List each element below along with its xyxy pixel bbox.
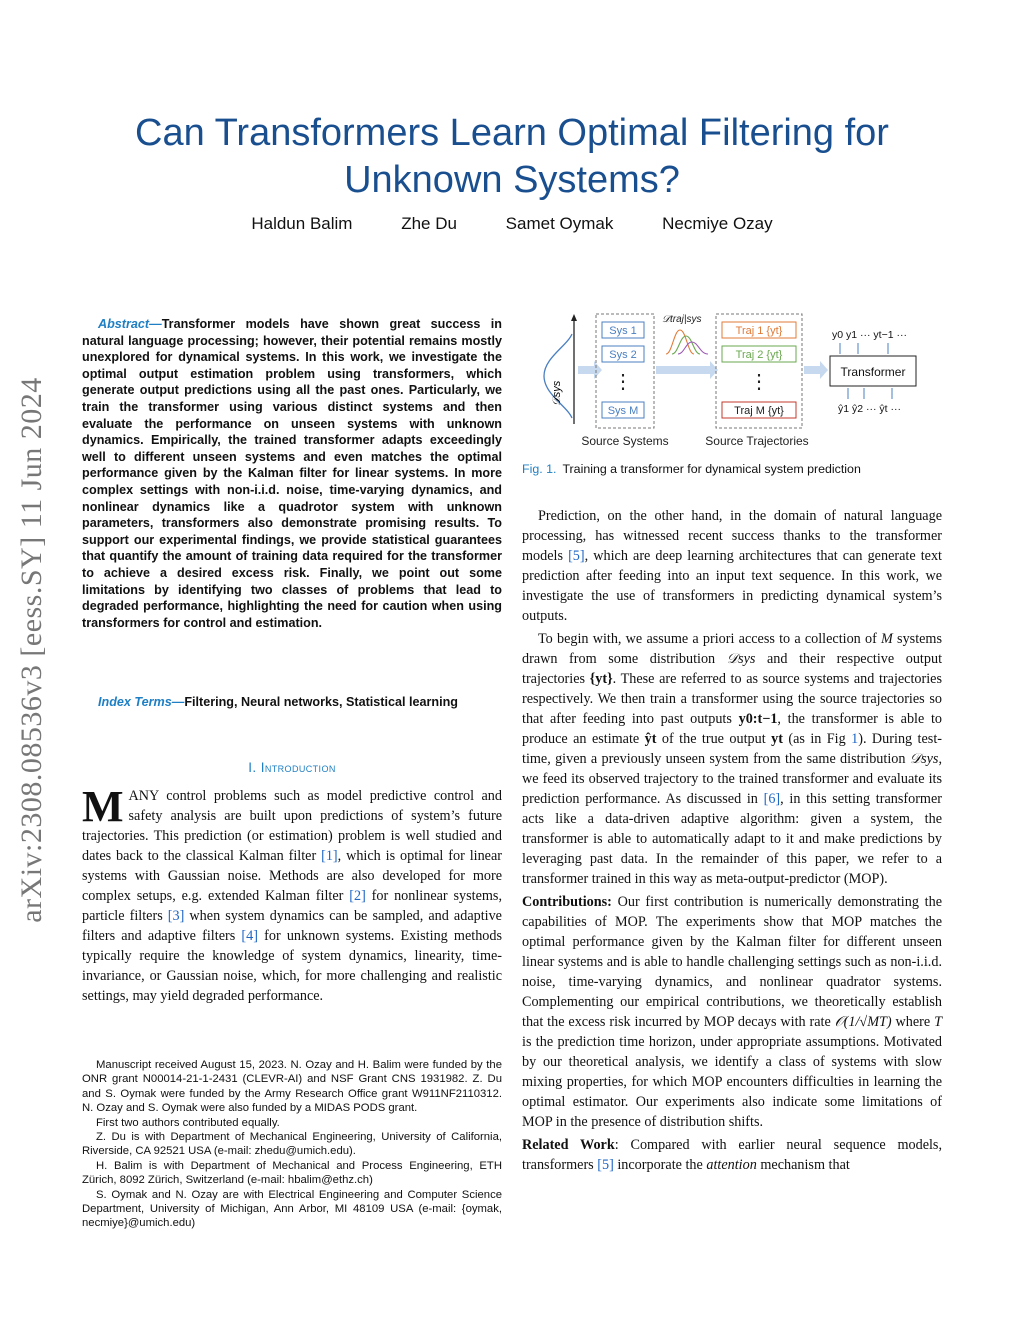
text-run: To begin with, we assume a priori access to a collection of — [538, 631, 882, 647]
paragraph — [522, 892, 942, 1132]
drop-cap: M — [82, 782, 124, 831]
section-numeral: I. — [248, 760, 257, 775]
input-sequence-label: y0 y1 ··· yt−1 ··· — [832, 329, 907, 341]
arxiv-stamp — [2, 340, 62, 960]
citation-link[interactable]: [6] — [763, 791, 781, 807]
index-terms-label: Index Terms— — [98, 695, 185, 709]
index-terms-text: Filtering, Neural networks, Statistical learning — [184, 695, 458, 709]
author-name: Samet Oymak — [505, 214, 614, 233]
trajectory-label: Traj 2 {yt} — [735, 349, 783, 361]
text-run: of the true output — [656, 731, 772, 747]
footnote: H. Balim is with Department of Mechanical and Process Engineering, ETH Zürich, 8092 Zürich, Switzerland (e-mail: hbalim@ethz.ch) — [82, 1159, 502, 1187]
math-symbol: T — [934, 1014, 942, 1030]
text-run: Our first contribution is numerically demonstrating the capabilities of MOP. The experiments show that MOP matches the optimal performance given by the Kalman filter for different unseen linear systems and is able to handle challenging settings such as non-i.i.d. noise, time-varying dynamics, and nonlinear quadrator systems. Complementing our empirical contributions, we theoretically establish that the excess risk incurred by MOP decays with rate — [522, 894, 942, 1030]
citation-link[interactable]: [1] — [321, 848, 338, 864]
footnote: Manuscript received August 15, 2023. N. Ozay and H. Balim were funded by the ONR grant N00014-21-1-2431 (CLEVR-AI) and NSF Grant CNS 1931982. Z. Du and S. Oymak were funded by the Army Research Office grant W911NF2110312. N. Ozay and S. Oymak were also funded by a MIDAS PODS grant. — [82, 1059, 502, 1115]
flow-arrow-icon — [578, 361, 602, 379]
system-label: Sys M — [607, 405, 639, 417]
text-run: , the transformer is able to produce an estimate — [522, 711, 943, 747]
paragraph — [522, 506, 942, 626]
arxiv-identifier: arXiv:2308.08536v3 [eess.SY] 11 Jun 2024 — [15, 377, 48, 923]
citation-link[interactable]: [5] — [568, 548, 585, 564]
author-name: Zhe Du — [401, 214, 457, 233]
source-systems-label: Source Systems — [581, 434, 669, 448]
citation-link[interactable]: [3] — [167, 908, 185, 924]
text-run: mechanism that — [756, 1157, 850, 1173]
intro-text: for nonlinear systems, particle filters — [82, 888, 502, 924]
paragraph — [522, 629, 942, 889]
output-sequence-label: ŷ1 ŷ2 ··· ŷt ··· — [838, 403, 901, 415]
distribution-label: 𝒟sys — [551, 380, 563, 406]
trajectory-distribution-label: 𝒟traj|sys — [662, 314, 702, 325]
trajectory-label: Traj M {yt} — [734, 405, 784, 417]
text-run: and their respective output trajectories — [522, 651, 943, 687]
ellipsis-icon: ⋮ — [749, 371, 769, 393]
math-symbol: ŷt — [644, 731, 657, 747]
citation-link[interactable]: [4] — [241, 928, 258, 944]
text-run: . These are referred to as source systems and trajectories respectively. We then train a transformer using the source trajectories so that after feeding into past outputs — [522, 671, 942, 727]
flow-arrow-icon — [656, 361, 718, 379]
abstract-label: Abstract— — [98, 317, 162, 331]
introduction-paragraph — [82, 782, 502, 1006]
text-run: where — [891, 1014, 935, 1030]
author-name: Haldun Balim — [251, 214, 353, 233]
intro-text: , which is optimal for linear systems with Gaussian noise. Methods are also developed for more complex setups, e.g. extended Kalman filter — [82, 848, 502, 904]
index-terms — [82, 694, 502, 711]
text-run: , in this setting transformer acts like a data-driven adaptive algorithm: given a system, the transformer is able to automatically adapt to it and make predictions by leveraging past data. In the remainder of this paper, we refer to a transformer trained in this way as meta-output-predictor (MOP). — [522, 791, 942, 887]
section-title: Introduction — [260, 760, 336, 775]
footnote: S. Oymak and N. Ozay are with Electrical Engineering and Computer Science Department, University of Michigan, Ann Arbor, MI 48109 USA (e-mail: {oymak, necmiye}@umich.edu) — [82, 1188, 502, 1230]
author-name: Necmiye Ozay — [662, 214, 773, 233]
citation-link[interactable]: [5] — [597, 1157, 614, 1173]
source-trajectories-label: Source Trajectories — [705, 434, 809, 448]
text-run: is the prediction time horizon, under appropriate assumptions. Motivated by our theoretical analysis, we identify a class of systems with slow mixing properties, for which MOP encounters difficulties in learning the optimal estimator. Our experiments also indicate some limitations of MOP in the presence of distribution shifts. — [522, 1034, 942, 1130]
abstract-text: Transformer models have shown great success in natural language processing; however, their potential remains mostly unexplored for dynamical systems. In this work, we investigate the optimal output estimation problem using transformers, which generate output predictions using all the past ones. Particularly, we train the transformer using various distinct systems and then evaluate the performance on unseen systems with unknown dynamics. Empirically, the trained transformer adapts exceedingly well to different unseen systems and even matches the optimal performance given by the Kalman filter for linear systems. In more complex settings with non-i.i.d. noise, time-varying dynamics, and nonlinear dynamics like a quadrotor system with unknown parameters, transformers also demonstrate promising results. To support our experimental findings, we provide statistical guarantees that quantify the amount of training data required for the transformer to achieve a desired excess risk. Finally, we point out some limitations by identifying two classes of problems that lead to degraded performance, highlighting the need for caution when using transformers for control and estimation. — [82, 317, 502, 630]
contributions-label: Contributions: — [522, 894, 612, 910]
flow-arrow-icon — [804, 361, 828, 379]
math-symbol: 𝒪(1/√MT) — [834, 1014, 892, 1030]
math-symbol: yt — [771, 731, 783, 747]
footnote: Z. Du is with Department of Mechanical Engineering, University of California, Riverside, CA 92521 USA (e-mail: zhedu@umich.edu). — [82, 1131, 502, 1158]
figure-1 — [522, 306, 942, 456]
figure-caption-text: Training a transformer for dynamical system prediction — [562, 462, 861, 476]
right-column-text — [522, 506, 942, 1178]
author-list — [0, 214, 1024, 234]
figure-caption — [522, 462, 942, 476]
figure-link[interactable]: 1 — [851, 731, 859, 747]
paragraph — [522, 1135, 942, 1175]
math-symbol: y0:t−1 — [738, 711, 778, 727]
text-run: Prediction, on the other hand, in the domain of natural language processing, has witnessed recent success thanks to the transformer models — [522, 508, 942, 564]
intro-text: when system dynamics can be sampled, and adaptive filters and adaptive filters — [82, 908, 502, 944]
text-run: ). During test-time, given a previously unseen system from the same distribution — [522, 731, 942, 767]
math-symbol: 𝒟sys — [726, 651, 756, 667]
trajectory-label: Traj 1 {yt} — [735, 325, 783, 337]
text-run: : Compared with earlier neural sequence models, transformers — [522, 1137, 942, 1173]
figure-caption-label: Fig. 1. — [522, 462, 557, 476]
math-symbol: {yt} — [589, 671, 613, 687]
text-run: , we feed its observed trajectory to the trained transformer and evaluate its prediction performance. As discussed in — [522, 751, 942, 807]
section-heading — [82, 760, 502, 775]
paper-title: Can Transformers Learn Optimal Filtering for Unknown Systems? — [135, 112, 889, 201]
system-label: Sys 1 — [609, 325, 637, 337]
math-symbol: 𝒟sys — [909, 751, 939, 767]
ellipsis-icon: ⋮ — [613, 371, 633, 393]
intro-text: ANY control problems such as model predictive control and safety analysis are built upon predictions of system’s future trajectories. This prediction (or estimation) problem is well studied and dates back to the classical Kalman filter — [82, 788, 502, 864]
transformer-label: Transformer — [840, 365, 906, 379]
emphasis-text: attention — [706, 1157, 757, 1173]
intro-text: for unknown systems. Existing methods typically require the knowledge of system dynamics, linearity, time-invariance, or Gaussian noise, which, for more challenging and realistic settings, may yield degraded performance. — [82, 928, 502, 1004]
text-run: incorporate the — [613, 1157, 707, 1173]
related-work-label: Related Work — [522, 1137, 615, 1153]
footnotes — [82, 1058, 502, 1231]
footnote: First two authors contributed equally. — [96, 1116, 280, 1129]
text-run: systems drawn from some distribution — [522, 631, 942, 667]
math-symbol: M — [881, 631, 893, 647]
text-run: (as in Fig — [782, 731, 852, 747]
axis-arrow-icon — [571, 314, 577, 321]
citation-link[interactable]: [2] — [349, 888, 366, 904]
abstract — [82, 316, 502, 631]
figure-diagram — [522, 306, 942, 456]
system-label: Sys 2 — [609, 349, 637, 361]
text-run: , which are deep learning architectures that can generate text prediction after feeding into an input text sequence. In this work, we investigate the use of transformers in predicting dynamical system’s outputs. — [522, 548, 942, 624]
